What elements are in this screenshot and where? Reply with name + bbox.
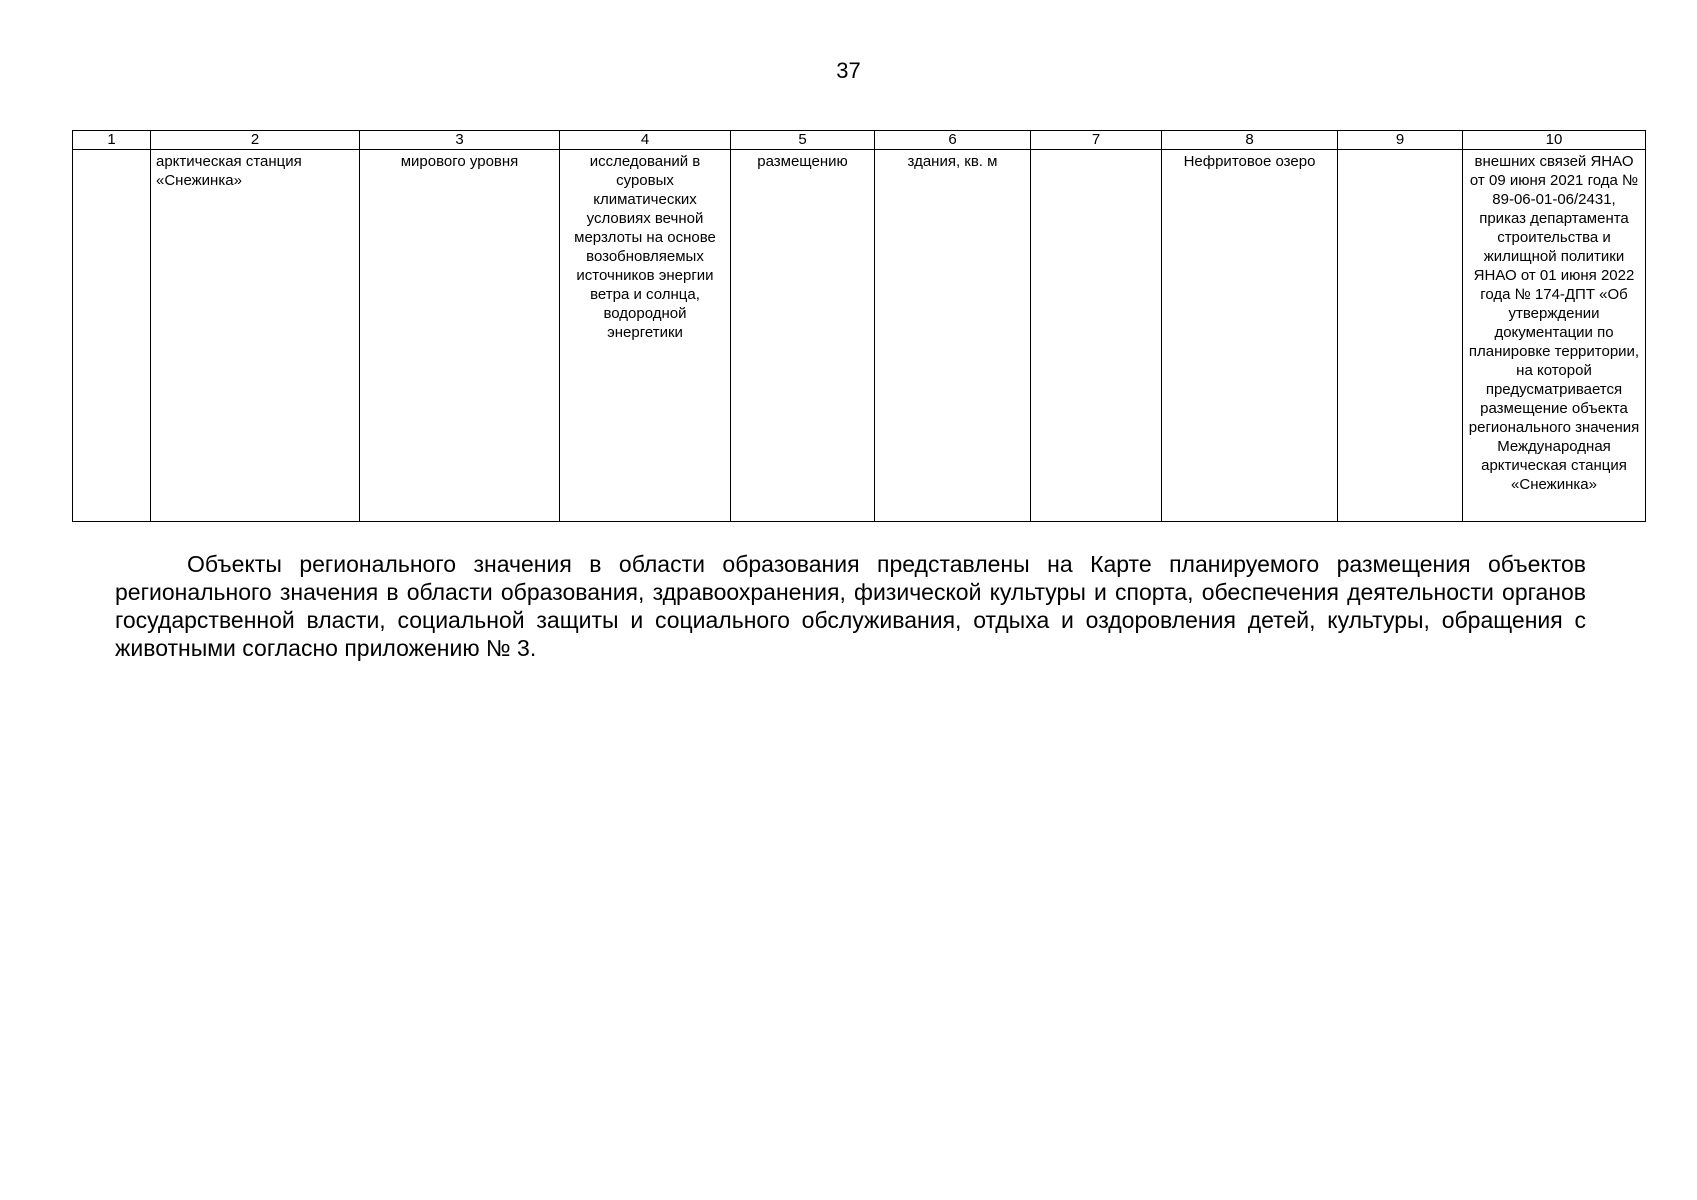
table-header-row <box>73 131 1646 150</box>
table-cell-4: исследований в суровых климатических условиях вечной мерзлоты на основе возобновляемых источников энергии ветра и солнца, водородной энергетики <box>560 150 731 522</box>
column-header-4: 4 <box>560 131 731 150</box>
table-cell-6: здания, кв. м <box>875 150 1031 522</box>
column-header-10: 10 <box>1463 131 1646 150</box>
table-cell-5: размещению <box>731 150 875 522</box>
table-cell-8: Нефритовое озеро <box>1162 150 1338 522</box>
column-header-2: 2 <box>151 131 360 150</box>
table-cell-3: мирового уровня <box>360 150 560 522</box>
column-header-8: 8 <box>1162 131 1338 150</box>
body-paragraph: Объекты регионального значения в области образования представлены на Карте планируемого размещения объектов регионального значения в области образования, здравоохранения, физической культуры и спорта, обеспечения деятельности органов государственной власти, социальной защиты и социального обслуживания, отдыха и оздоровления детей, культуры, обращения с животными согласно приложению № 3. <box>115 551 1586 661</box>
page-number: 37 <box>836 58 861 83</box>
table-cell-7 <box>1031 150 1162 522</box>
table-cell-1 <box>73 150 151 522</box>
column-header-7: 7 <box>1031 131 1162 150</box>
column-header-9: 9 <box>1338 131 1463 150</box>
column-header-5: 5 <box>731 131 875 150</box>
column-header-3: 3 <box>360 131 560 150</box>
objects-table <box>72 130 1646 522</box>
table-cell-10: внешних связей ЯНАО от 09 июня 2021 года № 89-06-01-06/2431, приказ департамента строительства и жилищной политики ЯНАО от 01 июня 2022 года № 174-ДПТ «Об утверждении документации по планировке территории, на которой предусматривается размещение объекта регионального значения Международная арктическая станция «Снежинка» <box>1463 150 1646 522</box>
table-cell-2: арктическая станция «Снежинка» <box>151 150 360 522</box>
table-cell-9 <box>1338 150 1463 522</box>
column-header-1: 1 <box>73 131 151 150</box>
table-row <box>73 150 1646 522</box>
column-header-6: 6 <box>875 131 1031 150</box>
